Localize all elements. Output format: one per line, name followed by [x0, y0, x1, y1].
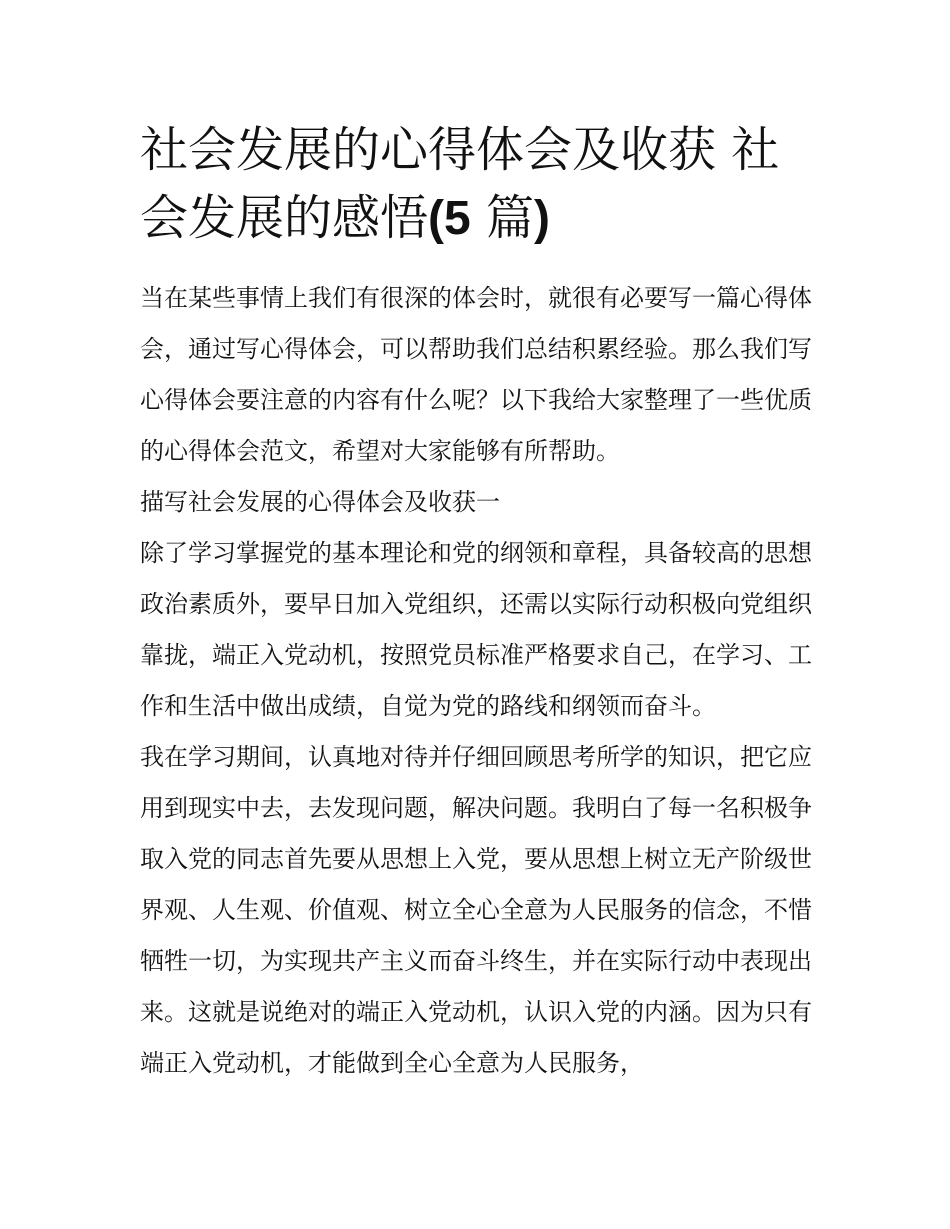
body-paragraph: 除了学习掌握党的基本理论和党的纲领和章程，具备较高的思想政治素质外，要早日加入党组织，还需以实际行动积极向党组织靠拢，端正入党动机，按照党员标准严格要求自己，在学习、工作和生活中做出成绩，自觉为党的路线和纲领而奋斗。	[140, 539, 812, 720]
document-title	[140, 116, 812, 253]
document-body	[140, 116, 812, 1089]
title-unit: 篇	[485, 190, 534, 246]
intro-paragraph: 当在某些事情上我们有很深的体会时，就很有必要写一篇心得体会，通过写心得体会，可以帮助我们总结积累经验。那么我们写心得体会要注意的内容有什么呢？以下我给大家整理了一些优质的心得体会范文，希望对大家能够有所帮助。	[140, 284, 812, 465]
title-count: (5	[428, 192, 471, 245]
section-heading: 描写社会发展的心得体会及收获一	[140, 488, 500, 516]
title-main: 社会发展的心得体会及收获 社会发展的感悟	[140, 122, 780, 246]
body-paragraph: 我在学习期间，认真地对待并仔细回顾思考所学的知识，把它应用到现实中去，去发现问题，解决问题。我明白了每一名积极争取入党的同志首先要从思想上入党，要从思想上树立无产阶级世界观、人生观、价值观、树立全心全意为人民服务的信念，不惜牺牲一切，为实现共产主义而奋斗终生，并在实际行动中表现出来。这就是说绝对的端正入党动机，认识入党的内涵。因为只有端正入党动机，才能做到全心全意为人民服务，	[140, 743, 812, 1077]
title-close: )	[533, 192, 550, 245]
